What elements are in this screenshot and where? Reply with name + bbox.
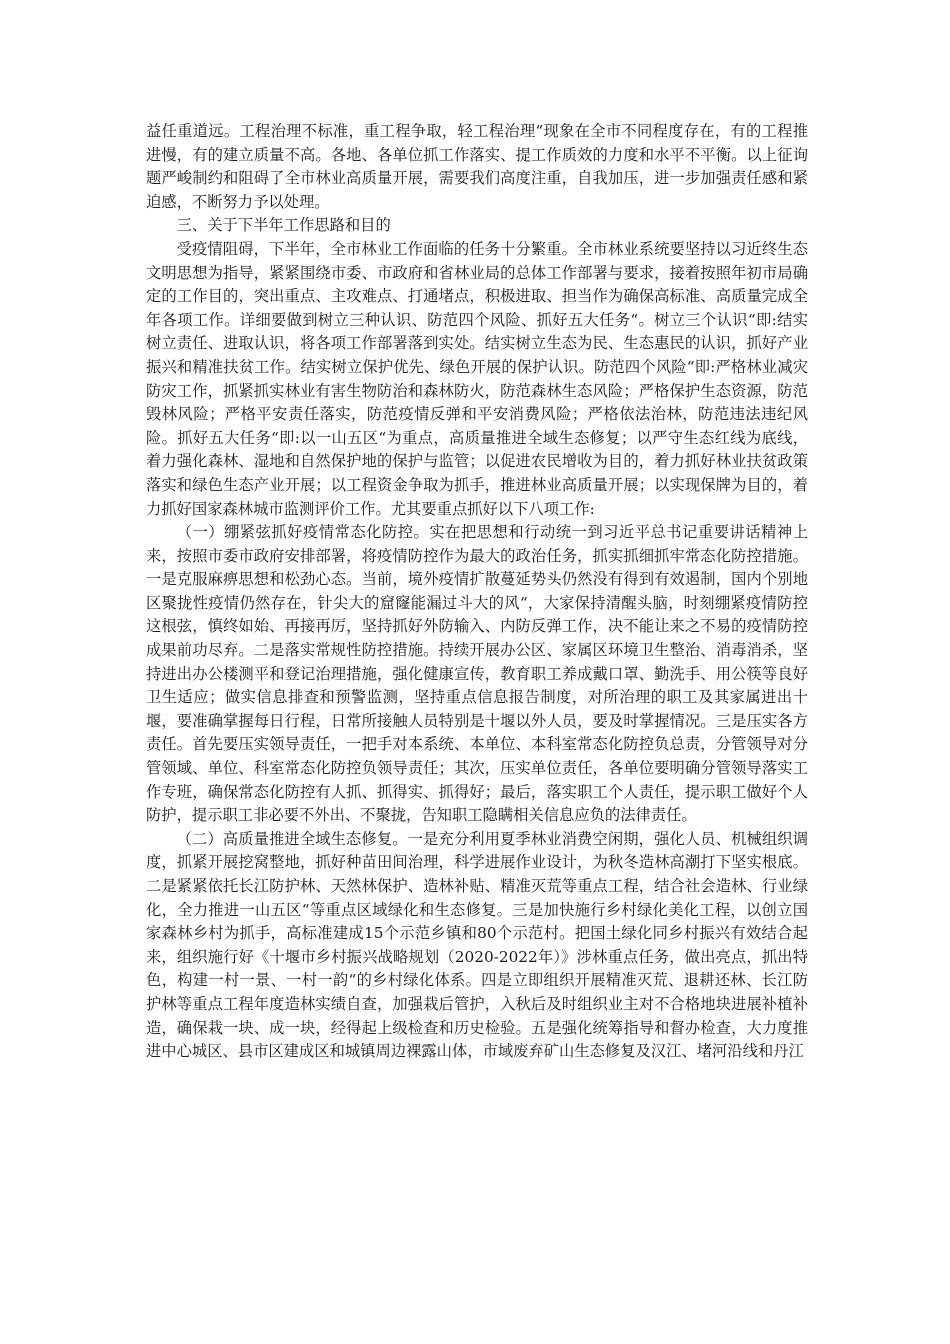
paragraph-item-2: （二）高质量推进全域生态修复。一是充分利用夏季林业消费空闲期，强化人员、机械组织调度，抓紧开展挖窝整地，抓好种苗田间治理，科学进展作业设计，为秋冬造林高潮打下坚实根底。二是紧紧依托长江防护林、天然林保护、造林补贴、精准灭荒等重点工程，结合社会造林、行业绿化，全力推进一山五区“等重点区域绿化和生态修复。三是加快施行乡村绿化美化工程，以创立国家森林乡村为抓手，高标准建成15个示范乡镇和80个示范村。把国土绿化同乡村振兴有效结合起来，组织施行好《十堰市乡村振兴战略规划（2020-2022年）》涉林重点任务，做出亮点，抓出特色，构建一村一景、一村一韵“的乡村绿化体系。四是立即组织开展精准灭荒、退耕还林、长江防护林等重点工程年度造林实绩自查，加强栽后管护，入秋后及时组织业主对不合格地块进展补植补造，确保栽一块、成一块，经得起上级检查和历史检验。五是强化统筹指导和督办检查，大力度推进中心城区、县市区建成区和城镇周边裸露山体，市域废弃矿山生态修复及汉江、堵河沿线和丹江: [146, 829, 808, 1061]
section-heading-3: 三、关于下半年工作思路和目的: [176, 216, 391, 235]
document-body: [146, 120, 808, 1064]
paragraph-continuation: 益任重道远。工程治理不标准，重工程争取，轻工程治理“现象在全市不同程度存在，有的工程推进慢，有的建立质量不高。各地、各单位抓工作落实、提工作质效的力度和水平不平衡。以上征询题严峻制约和阻碍了全市林业高质量开展，需要我们高度注重，自我加压，进一步加强责任感和紧迫感，不断努力予以处理。: [146, 122, 808, 211]
paragraph-item-1: （一）绷紧弦抓好疫情常态化防控。实在把思想和行动统一到习近平总书记重要讲话精神上来，按照市委市政府安排部署，将疫情防控作为最大的政治任务，抓实抓细抓牢常态化防控措施。一是克服麻痹思想和松劲心态。当前，境外疫情扩散蔓延势头仍然没有得到有效遏制，国内个别地区聚拢性疫情仍然存在，针尖大的窟窿能漏过斗大的风“，大家保持清醒头脑，时刻绷紧疫情防控这根弦，慎终如始、再接再厉，坚持抓好外防输入、内防反弹工作，决不能让来之不易的疫情防控成果前功尽弃。二是落实常规性防控措施。持续开展办公区、家属区环境卫生整治、消毒消杀，坚持进出办公楼测平和登记治理措施，强化健康宣传，教育职工养成戴口罩、勤洗手、用公筷等良好卫生适应；做实信息排查和预警监测，坚持重点信息报告制度，对所治理的职工及其家属进出十堰，要准确掌握每日行程，日常所接触人员特别是十堰以外人员，要及时掌握情况。三是压实各方责任。首先要压实领导责任，一把手对本系统、本单位、本科室常态化防控负总责，分管领导对分管领域、单位、科室常态化防控负领导责任；其次，压实单位责任，各单位要明确分管领导落实工作专班，确保常态化防控有人抓、抓得实、抓得好；最后，落实职工个人责任，提示职工做好个人防护，提示职工非必要不外出、不聚拢，告知职工隐瞒相关信息应负的法律责任。: [146, 523, 808, 825]
paragraph-overview: 受疫情阻碍，下半年，全市林业工作面临的任务十分繁重。全市林业系统要坚持以习近终生态文明思想为指导，紧紧围绕市委、市政府和省林业局的总体工作部署与要求，接着按照年初市局确定的工作目的，突出重点、主攻难点、打通堵点，积极进取、担当作为确保高标准、高质量完成全年各项工作。详细要做到树立三种认识、防范四个风险、抓好五大任务“。树立三个认识“即:结实树立责任、进取认识，将各项工作部署落到实处。结实树立生态为民、生态惠民的认识，抓好产业振兴和精准扶贫工作。结实树立保护优先、绿色开展的保护认识。防范四个风险“即:严格林业减灾防灾工作，抓紧抓实林业有害生物防治和森林防火，防范森林生态风险；严格保护生态资源，防范毁林风险；严格平安责任落实，防范疫情反弹和平安消费风险；严格依法治林，防范违法违纪风险。抓好五大任务“即:以一山五区“为重点，高质量推进全域生态修复；以严守生态红线为底线，着力强化森林、湿地和自然保护地的保护与监管；以促进农民增收为目的，着力抓好林业扶贫政策落实和绿色生态产业开展；以工程资金争取为抓手，推进林业高质量开展；以实现保牌为目的，着力抓好国家森林城市监测评价工作。尤其要重点抓好以下八项工作:: [146, 239, 808, 518]
